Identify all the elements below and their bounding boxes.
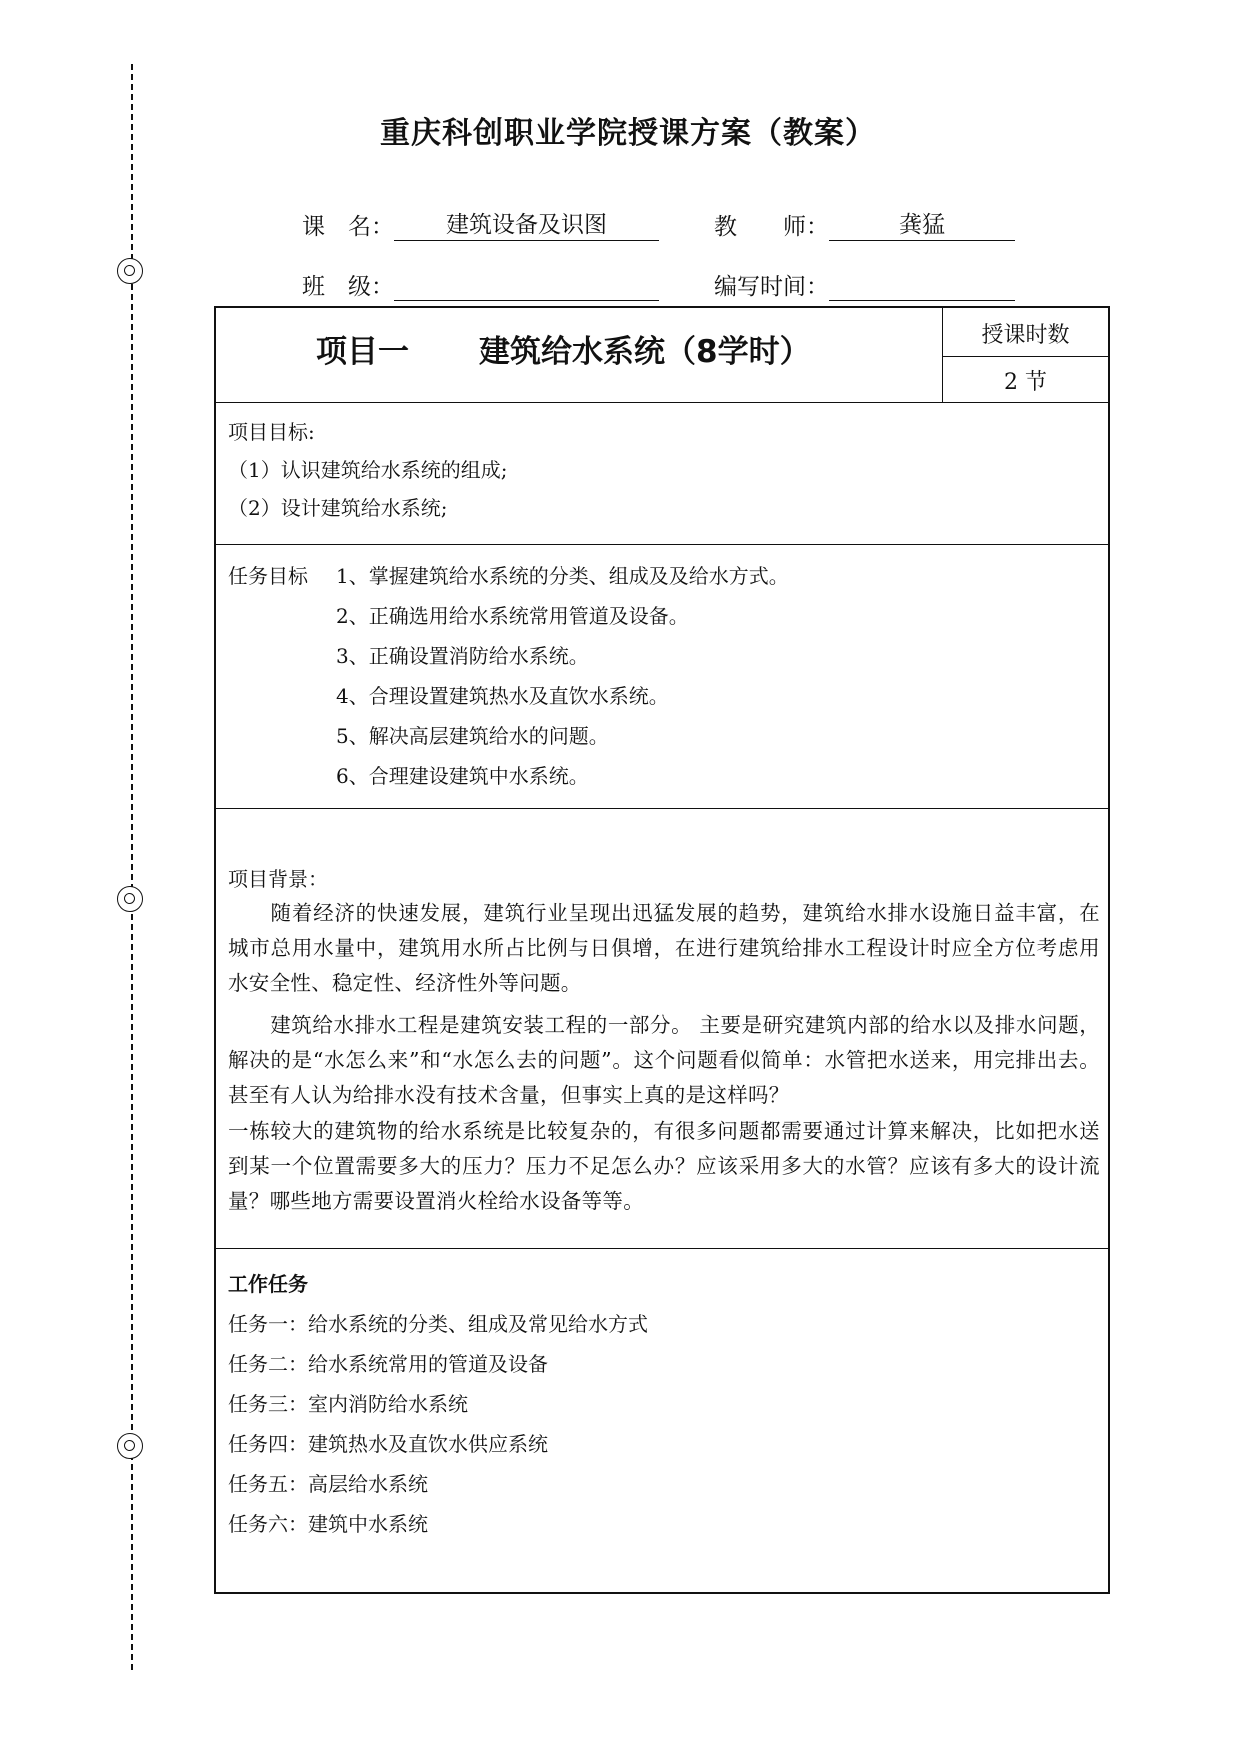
class-row — [302, 268, 659, 301]
binding-hole-icon — [117, 1433, 143, 1459]
work-task-item: 任务二：给水系统常用的管道及设备 — [228, 1352, 548, 1376]
background-paragraph: 建筑给水排水工程是建筑安装工程的一部分。 主要是研究建筑内部的给水以及排水问题，解决的是“水怎么来”和“水怎么去的问题”。这个问题看似简单：水管把水送来，用完排出去。甚至有人认为给排水没有技术含量，但事实上真的是这样吗？ — [228, 1013, 1100, 1107]
binding-hole-icon — [117, 886, 143, 912]
work-task-item: 任务五：高层给水系统 — [228, 1472, 428, 1496]
task-goal-item: 5、解决高层建筑给水的问题。 — [336, 724, 609, 748]
background-heading: 项目背景： — [228, 867, 328, 891]
class-label: 班 级： — [302, 274, 394, 300]
project-goals-heading: 项目目标: — [228, 420, 315, 444]
binding-dashed-line — [131, 64, 133, 1670]
project-goal-item: （2）设计建筑给水系统; — [228, 496, 448, 520]
work-task-item: 任务四：建筑热水及直饮水供应系统 — [228, 1432, 548, 1456]
work-task-item: 任务一：给水系统的分类、组成及常见给水方式 — [228, 1312, 648, 1336]
project-title — [316, 326, 811, 371]
background-section — [216, 808, 1108, 1248]
binding-hole-icon — [117, 258, 143, 284]
lesson-plan-table — [214, 306, 1110, 1594]
class-value — [394, 270, 659, 301]
task-goals-heading: 任务目标 — [228, 564, 308, 588]
course-row — [302, 208, 659, 241]
work-task-item: 任务六：建筑中水系统 — [228, 1512, 428, 1536]
teacher-row — [714, 208, 1015, 241]
work-tasks-section — [216, 1248, 1108, 1594]
teacher-value: 龚猛 — [829, 210, 1015, 241]
hours-label: 授课时数 — [981, 323, 1070, 348]
task-goal-item: 6、合理建设建筑中水系统。 — [336, 764, 589, 788]
project-name: 建筑给水系统（8学时） — [479, 334, 811, 370]
task-goal-item: 4、合理设置建筑热水及直饮水系统。 — [336, 684, 669, 708]
background-paragraph: 一栋较大的建筑物的给水系统是比较复杂的，有很多问题都需要通过计算来解决，比如把水送到某一个位置需要多大的压力？压力不足怎么办？应该采用多大的水管？应该有多大的设计流量？哪些地方需要设置消火栓给水设备等等。 — [228, 1119, 1100, 1213]
hours-box — [942, 308, 1108, 402]
teacher-label: 教 师： — [714, 214, 829, 240]
task-goal-item: 1、掌握建筑给水系统的分类、组成及及给水方式。 — [336, 564, 789, 588]
document-title: 重庆科创职业学院授课方案（教案） — [380, 116, 876, 151]
project-goal-item: （1）认识建筑给水系统的组成; — [228, 458, 508, 482]
date-row — [714, 268, 1015, 301]
work-task-item: 任务三：室内消防给水系统 — [228, 1392, 468, 1416]
hours-value: 2 节 — [1004, 370, 1047, 395]
date-value — [829, 270, 1015, 301]
task-goal-item: 3、正确设置消防给水系统。 — [336, 644, 589, 668]
project-goals-section — [216, 402, 1108, 544]
work-tasks-heading: 工作任务 — [228, 1272, 308, 1296]
task-goal-item: 2、正确选用给水系统常用管道及设备。 — [336, 604, 689, 628]
background-paragraph: 随着经济的快速发展，建筑行业呈现出迅猛发展的趋势，建筑给水排水设施日益丰富，在城市总用水量中，建筑用水所占比例与日俱增，在进行建筑给排水工程设计时应全方位考虑用水安全性、稳定性、经济性外等问题。 — [228, 901, 1100, 995]
course-value: 建筑设备及识图 — [394, 210, 659, 241]
course-label: 课 名： — [302, 214, 394, 240]
task-goals-section — [216, 544, 1108, 808]
date-label: 编写时间： — [714, 274, 829, 300]
project-number: 项目一 — [316, 334, 409, 370]
project-header — [216, 308, 1108, 402]
